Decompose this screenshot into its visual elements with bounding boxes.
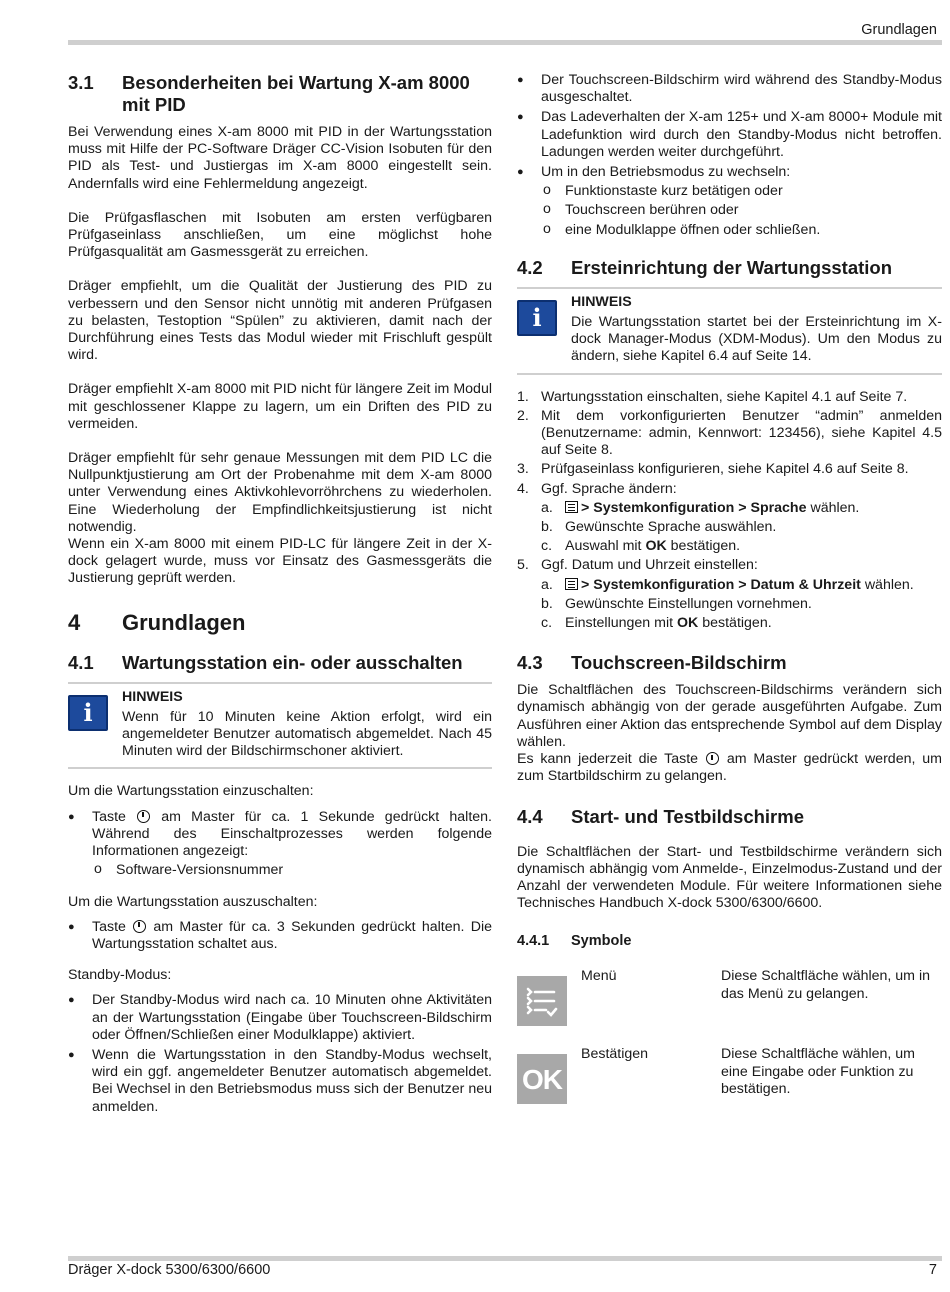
header-title: Grundlagen <box>861 22 937 38</box>
power-icon <box>133 920 146 933</box>
list-item: ● Taste am Master für ca. 1 Sekunde gedrückt halten. Während des Einschaltprozesses werden folgende Informationen angezeigt: o Software-Versionsnummer <box>68 809 492 880</box>
paragraph: Die Schaltflächen des Touchscreen-Bildschirms verändern sich dynamisch abhängig von der gerade ausgeführten Aufgabe. Zum Ausführen einer Aktion das entsprechende Symbol auf dem Display wählen. <box>517 682 942 750</box>
sub-list-item: o Funktionstaste kurz betätigen oder <box>541 183 942 200</box>
info-icon: i <box>517 300 557 336</box>
hint-text: Wenn für 10 Minuten keine Aktion erfolgt, wird ein angemeldeter Benutzer automatisch abgemeldet. Nach 45 Minuten wird der Bildschirmschoner aktiviert. <box>122 708 492 760</box>
page-number: 7 <box>928 1262 937 1278</box>
list-item: ● Wenn die Wartungsstation in den Standby-Modus wechselt, wird ein ggf. angemeldeter Benutzer automatisch abgemeldet. Bei Wechsel in den Betriebsmodus muss sich der Benutzer neu anmelden. <box>68 1047 492 1116</box>
chapter-4-heading <box>68 610 492 636</box>
left-column <box>68 72 492 1119</box>
section-title: Symbole <box>571 933 632 950</box>
section-3-1-heading <box>68 72 492 116</box>
symbol-name: Menü <box>581 968 617 985</box>
list-item: 5. Ggf. Datum und Uhrzeit einstellen: a. > Systemkonfiguration > Datum & Uhrzeit wählen. b. Gewünschte Einstellungen vornehmen. c. Einstellungen mit OK bestätigen. <box>517 557 942 632</box>
chapter-number: 4 <box>68 609 81 635</box>
symbol-name: Bestätigen <box>581 1046 649 1063</box>
info-icon: i <box>68 695 108 731</box>
section-title: Touchscreen-Bildschirm <box>571 652 787 674</box>
section-title: Ersteinrichtung der Wartungsstation <box>571 256 893 278</box>
symbol-description: Diese Schaltfläche wählen, um eine Eingabe oder Funktion zu bestätigen. <box>721 1046 915 1097</box>
paragraph: Standby-Modus: <box>68 967 172 984</box>
paragraph: Bei Verwendung eines X-am 8000 mit PID in der Wartungsstation muss mit Hilfe der PC-Software Dräger CC-Vision Isobuten für den PID als Test- und Justiergas im X-am 8000 eingestellt sein. Andernfalls wird eine Fehlermeldung angezeigt. <box>68 124 492 192</box>
hint-box <box>68 682 492 770</box>
bullet-list <box>68 809 492 880</box>
sub-list-item: b. Gewünschte Sprache auswählen. <box>541 519 777 536</box>
symbol-row <box>517 968 942 1026</box>
paragraph: Dräger empfiehlt für sehr genaue Messungen mit dem PID LC die Nullpunktjustierung am Ort der Probenahme mit dem X-am 8000 unter Verwendung eines Aktivkohlevorröhrchens zu wiederholen. Eine Wiederholung der Empfindlichkeitsjustierung ist nicht notwendig. <box>68 450 492 535</box>
power-icon <box>137 810 150 823</box>
sub-list-item: o Software-Versionsnummer <box>92 862 492 879</box>
section-number: 4.2 <box>517 256 543 278</box>
paragraph: Dräger empfiehlt, um die Qualität der Justierung des PID zu verbessern und den Sensor nicht unnötig mit anderen Prüfgasen zu belasten, Testoption “Spülen” zu aktivieren, damit nach der Durchführung eines Tests das Modul wieder mit Frischluft gespült wird. <box>68 278 492 364</box>
sub-list-item: a. > Systemkonfiguration > Datum & Uhrzeit wählen. <box>541 576 914 593</box>
menu-icon <box>565 578 578 590</box>
menu-symbol-icon <box>517 976 567 1026</box>
paragraph: Die Prüfgasflaschen mit Isobuten am ersten verfügbaren Prüfgaseinlass anschließen, um eine möglichst hohe Prüfgasqualität am Gasmessgerät zu erreichen. <box>68 209 492 261</box>
footer-rule <box>68 1256 942 1261</box>
footer-product: Dräger X-dock 5300/6300/6600 <box>68 1262 271 1278</box>
hint-title: HINWEIS <box>122 688 183 705</box>
section-number: 4.4 <box>517 805 543 827</box>
section-number: 4.4.1 <box>517 933 550 950</box>
list-item: ● Um in den Betriebsmodus zu wechseln: o Funktionstaste kurz betätigen oder o Touchscreen berühren oder o eine Modulklappe öffnen oder schließen. <box>517 164 942 239</box>
paragraph: Um die Wartungsstation auszuschalten: <box>68 893 318 910</box>
section-title: Wartungsstation ein- oder ausschalten <box>122 651 463 673</box>
menu-icon <box>565 501 578 513</box>
right-column <box>517 72 942 1124</box>
paragraph: Um die Wartungsstation einzuschalten: <box>68 783 314 800</box>
header-rule <box>68 40 942 45</box>
bullet-list <box>68 919 492 953</box>
sub-list-item: o Touchscreen berühren oder <box>541 202 942 219</box>
hint-title: HINWEIS <box>571 293 632 310</box>
list-item: 2. Mit dem vorkonfigurierten Benutzer “admin” anmelden (Benutzername: admin, Kennwort: 123456), siehe Kapitel 4.5 auf Seite 8. <box>517 407 942 459</box>
paragraph: Die Schaltflächen der Start- und Testbildschirme verändern sich dynamisch abhängig vom Anmelde-, Einzelmodus-Zustand und der Anzahl der verwendeten Module. Für weitere Informationen siehe Technisches Handbuch X-dock 5300/6300/6600. <box>517 843 942 912</box>
list-item: 3. Prüfgaseinlass konfigurieren, siehe Kapitel 4.6 auf Seite 8. <box>517 461 909 478</box>
hint-text: Die Wartungsstation startet bei der Ersteinrichtung im X-dock Manager-Modus (XDM-Modus). Um den Modus zu ändern, siehe Kapitel 6.4 auf Seite 14. <box>571 314 942 365</box>
sub-list-item: b. Gewünschte Einstellungen vornehmen. <box>541 595 812 612</box>
bullet-list <box>68 992 492 1115</box>
section-4-3-heading <box>517 652 942 674</box>
chapter-title: Grundlagen <box>122 609 246 635</box>
bullet-list <box>517 72 942 239</box>
symbol-row <box>517 1046 942 1104</box>
ok-symbol-icon: OK <box>517 1054 567 1104</box>
section-4-2-heading <box>517 257 942 279</box>
section-4-4-1-heading <box>517 932 942 950</box>
section-number: 4.1 <box>68 651 94 673</box>
symbol-description: Diese Schaltfläche wählen, um in das Menü zu gelangen. <box>721 968 930 1002</box>
hint-box <box>517 287 942 375</box>
paragraph: Dräger empfiehlt X-am 8000 mit PID nicht für längere Zeit im Modul mit geschlossener Klappe zu lagern, um ein Driften des PID zu vermeiden. <box>68 381 492 432</box>
list-item: ● Das Ladeverhalten der X-am 125+ und X-am 8000+ Module mit Ladefunktion wird durch den Standby-Modus nicht betroffen. Ladungen werden weiter durchgeführt. <box>517 109 942 161</box>
list-item: ● Der Touchscreen-Bildschirm wird während des Standby-Modus ausgeschaltet. <box>517 72 942 106</box>
sub-list-item: o eine Modulklappe öffnen oder schließen. <box>541 222 942 239</box>
power-icon <box>706 752 719 765</box>
section-title: Besonderheiten bei Wartung X-am 8000 mit PID <box>122 72 470 115</box>
list-item: ● Der Standby-Modus wird nach ca. 10 Minuten ohne Aktivitäten an der Wartungsstation (Eingabe über Touchscreen-Bildschirm oder Öffnen/Schließen einer Modulklappe) aktiviert. <box>68 992 492 1044</box>
section-4-4-heading <box>517 806 942 828</box>
section-4-1-heading <box>68 652 492 674</box>
sub-list-item: c. Einstellungen mit OK bestätigen. <box>541 615 772 632</box>
section-number: 4.3 <box>517 652 543 674</box>
section-number: 3.1 <box>68 72 94 93</box>
paragraph: Wenn ein X-am 8000 mit einem PID-LC für längere Zeit in der X-dock gelagert wurde, muss vor Einsatz des Gasmessgeräts die Justierung geprüft werden. <box>68 536 492 587</box>
numbered-list <box>517 389 942 633</box>
list-item: ● Taste am Master für ca. 3 Sekunden gedrückt halten. Die Wartungsstation schaltet aus. <box>68 919 492 953</box>
list-item: 4. Ggf. Sprache ändern: a. > Systemkonfiguration > Sprache wählen. b. Gewünschte Sprache auswählen. c. Auswahl mit OK bestätigen. <box>517 481 942 556</box>
paragraph: Es kann jederzeit die Taste am Master gedrückt werden, um zum Startbildschirm zu gelangen. <box>517 751 942 785</box>
list-item: 1. Wartungsstation einschalten, siehe Kapitel 4.1 auf Seite 7. <box>517 388 908 405</box>
sub-list-item: c. Auswahl mit OK bestätigen. <box>541 538 741 555</box>
sub-list-item: a. > Systemkonfiguration > Sprache wählen. <box>541 499 860 516</box>
section-title: Start- und Testbildschirme <box>571 805 804 827</box>
